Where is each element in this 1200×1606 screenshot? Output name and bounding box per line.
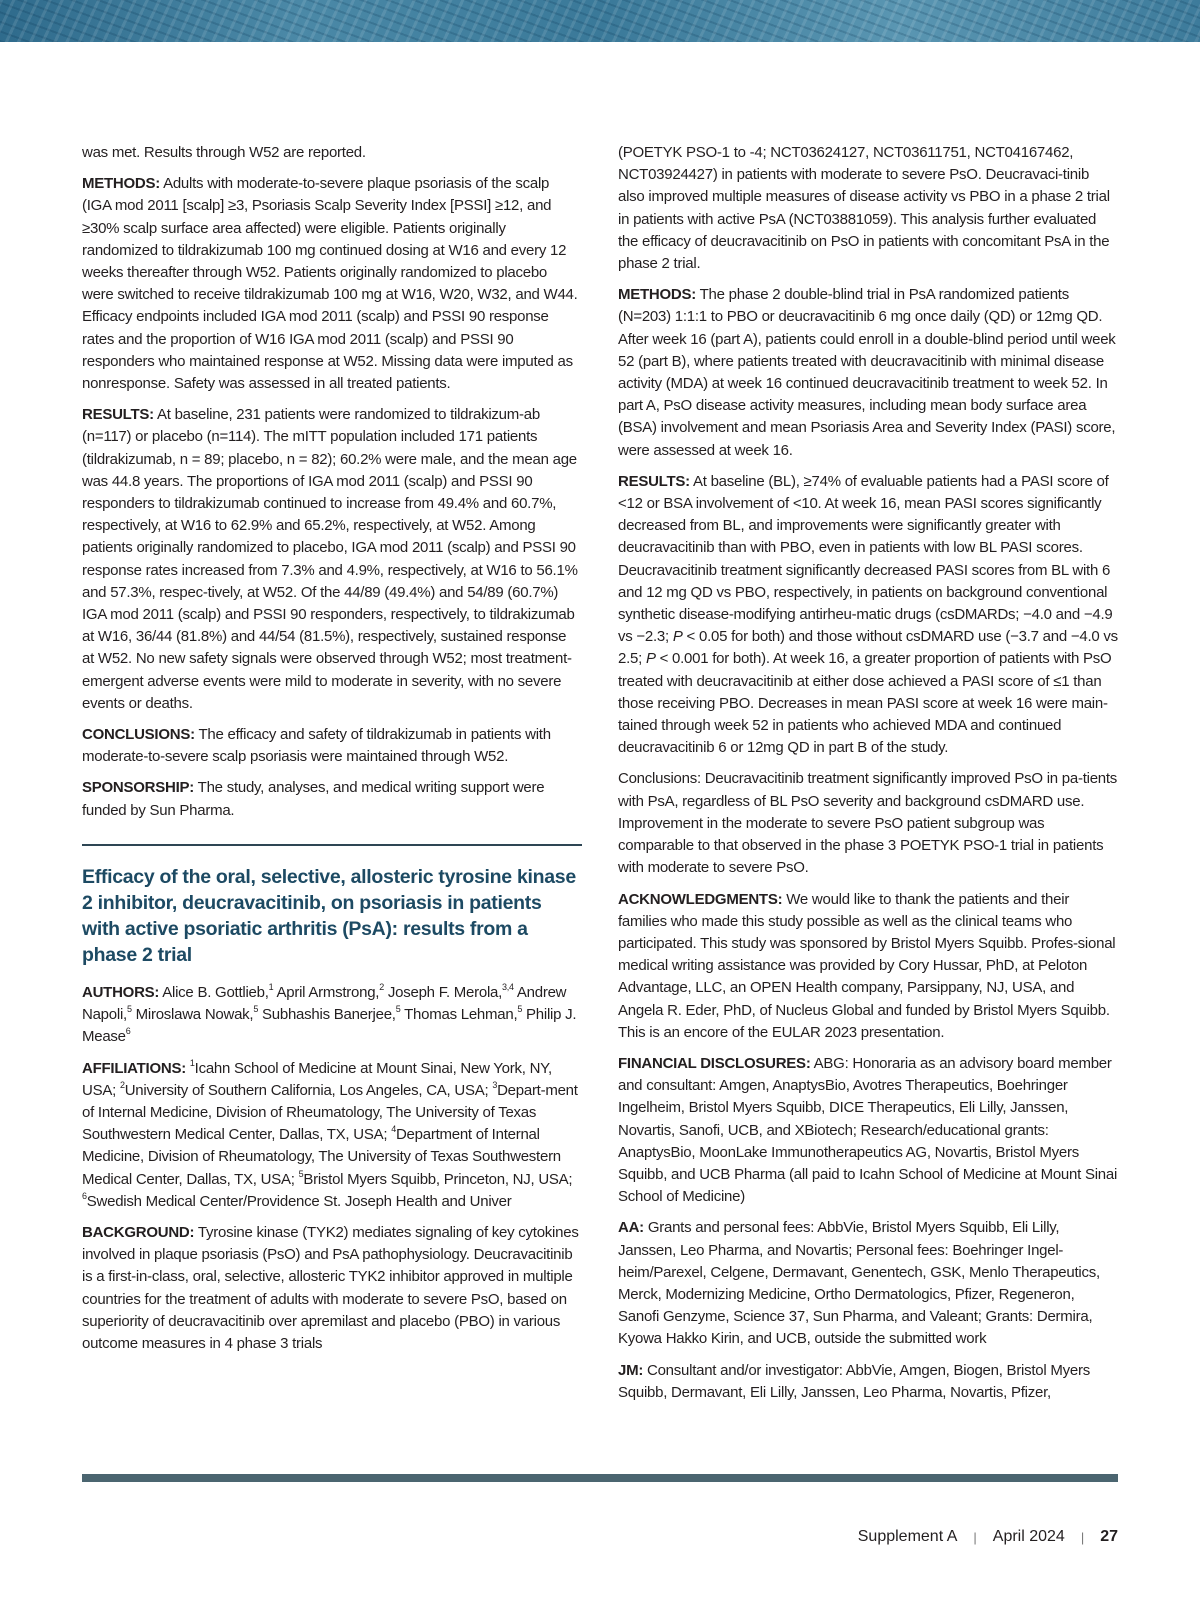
footer-separator: | [1080,1529,1085,1545]
results-continuation: was met. Results through W52 are reported. [82,144,366,161]
author-affiliation-number: 5 [126,1004,132,1015]
author-affiliation-number: 6 [125,1026,131,1037]
results-text-part-1: At baseline (BL), ≥74% of evaluable patients had a PASI score of <12 or BSA involvement of <10. At week 16, mean PASI scores significantly decreased from BL, and improvements were significantly greater with deucravacitinib than with PBO, even in patients with low BL PASI scores. Deucravacitinib treatment significantly decreased PASI scores from BL with 6 and 12 mg QD vs PBO, respectively, in patients on background conventional synthetic disease-modifying antirheu-matic drugs (csDMARDs; −4.0 and −4.9 vs −2.3; [618,472,1113,646]
author-affiliation-number: 5 [253,1004,259,1015]
methods-paragraph [618,284,1118,462]
acknowledgments-text: We would like to thank the patients and their families who made this study possible as well as the clinical teams who participated. This study was sponsored by Bristol Myers Squibb. Profes-sional medical writing assistance was provided by Cory Hussar, PhD, at Peloton Advantage, LLC, an OPEN Health company, Parsippany, NJ, USA, and Angela R. Eder, PhD, of Nucleus Global and funded by Bristol Myers Squibb. This is an encore of the EULAR 2023 presentation. [618,890,1116,1041]
conclusions-paragraph [82,724,582,768]
right-column [618,142,1118,1413]
affiliation-number: 4 [391,1124,396,1135]
affiliation-text: University of Southern California, Los Angeles, CA, USA; [124,1081,493,1099]
author-name: Thomas Lehman, [400,1006,518,1024]
affiliation-number: 2 [119,1079,125,1090]
author-name: Alice B. Gottlieb, [159,983,269,1001]
author-name: Miroslawa Nowak, [131,1006,254,1024]
sponsorship-paragraph [82,777,582,821]
p-value-symbol: P [645,650,656,668]
conclusions-paragraph: Conclusions: Deucravacitinib treatment significantly improved PsO in pa-tients with PsA, regardless of BL PsO severity and background csDMARD use. Improvement in the moderate to severe PsO patient subgroup was comparable to that observed in the phase 3 POETYK PSO-1 trial in patients with moderate to severe PsO. [618,770,1118,877]
affiliation-number: 5 [298,1168,304,1179]
author-affiliation-number: 5 [517,1004,523,1015]
conclusions-text: The efficacy and safety of tildrakizumab in patients with moderate-to-severe scalp psoriasis were maintained through W52. [82,726,551,766]
acknowledgments-label: ACKNOWLEDGMENTS: [618,890,783,908]
results-paragraph [82,404,582,715]
sponsorship-text: The study, analyses, and medical writing support were funded by Sun Pharma. [82,779,545,819]
methods-label: METHODS: [618,286,696,304]
p-value-symbol: P [672,628,683,646]
methods-label: METHODS: [82,175,160,193]
financial-disclosures-label: FINANCIAL DISCLOSURES: [618,1054,811,1072]
affiliation-text: Depart-ment of Internal Medicine, Division of Rheumatology, The University of Texas Southwestern Medical Center, Dallas, TX, USA; [82,1081,578,1144]
methods-paragraph [82,173,582,395]
affiliation-text: Icahn School of Medicine at Mount Sinai, New York, NY, USA; [82,1059,552,1099]
disclosure-aa-paragraph [618,1217,1118,1350]
author-affiliation-number: 1 [268,981,274,992]
disclosure-jm-paragraph [618,1360,1118,1404]
sponsorship-label: SPONSORSHIP: [82,779,195,797]
affiliations-label: AFFILIATIONS: [82,1059,186,1077]
author-name: Philip J. Mease [82,1006,577,1046]
header-ocean-banner [0,0,1200,42]
results-label: RESULTS: [618,472,690,490]
results-paragraph [618,471,1118,760]
results-label: RESULTS: [82,406,154,424]
disclosure-aa-label: AA: [618,1219,644,1237]
background-continuation: (POETYK PSO-1 to -4; NCT03624127, NCT03611751, NCT04167462, NCT03924427) in patients with moderate to severe PsO. Deucravaci-tinib also improved multiple measures of disease activity vs PBO in a phase 2 trial in patients with active PsA (NCT03881059). This analysis further evaluated the efficacy of deucravacitinib on PsO in patients with concomitant PsA in the phase 2 trial. [618,144,1110,273]
background-paragraph [82,1222,582,1355]
methods-text: The phase 2 double-blind trial in PsA randomized patients (N=203) 1:1:1 to PBO or deucravacitinib 6 mg once daily (QD) or 12mg QD. After week 16 (part A), patients could enroll in a double-blind period until week 52 (part B), where patients treated with deucravacitinib with minimal disease activity (MDA) at week 16 continued deucravacitinib treatment to week 52. In part A, PsO disease activity measures, including mean body surface area (BSA) involvement and mean Psoriasis Area and Severity Index (PASI) score, were assessed at week 16. [618,286,1116,459]
left-column [82,142,582,1364]
affiliation-text: Bristol Myers Squibb, Princeton, NJ, USA; [303,1170,573,1188]
conclusions-label: CONCLUSIONS: [82,726,195,744]
financial-disclosures-paragraph [618,1053,1118,1208]
footer-separator: | [973,1529,977,1545]
author-affiliation-number: 2 [379,981,384,992]
acknowledgments-paragraph [618,889,1118,1044]
methods-text: Adults with moderate-to-severe plaque psoriasis of the scalp (IGA mod 2011 [scalp] ≥3, Psoriasis Scalp Severity Index [PSSI] ≥12, and ≥30% scalp surface area affected) were eligible. Patients originally randomized to tildrakizumab 100 mg continued dosing at W16 and every 12 weeks thereafter through W52. Patients originally randomized to placebo were switched to receive tildrakizumab 100 mg at W16, W20, W32, and W44. Efficacy endpoints included IGA mod 2011 (scalp) and PSSI 90 response rates and the proportion of W16 IGA mod 2011 (scalp) and PSSI 90 responders who maintained response at W52. Missing data were imputed as nonresponse. Safety was assessed in all treated patients. [82,175,578,393]
author-name: Subhashis Banerjee, [258,1006,396,1024]
results-text-part-3: < 0.001 for both). At week 16, a greater proportion of patients with PsO treated with deucravacitinib at either dose achieved a PASI score of ≤1 than those receiving PBO. Decreases in mean PASI score at week 16 were main-tained through week 52 in patients who achieved MDA and continued deucravacitinib 6 or 12mg QD in part B of the study. [618,650,1112,757]
background-text: Tyrosine kinase (TYK2) mediates signaling of key cytokines involved in plaque psoriasis (PsO) and PsA pathophysiology. Deucravacitinib is a first-in-class, oral, selective, allosteric TYK2 inhibitor approved in multiple countries for the treatment of adults with moderate to severe PsO, based on superiority of deucravacitinib over apremilast and placebo (PBO) in various outcome measures in 4 phase 3 trials [82,1223,579,1352]
footer-rule [82,1474,1118,1482]
page-footer [858,1528,1118,1546]
abstract-title: Efficacy of the oral, selective, allosteric tyrosine kinase 2 inhibitor, deucravacitinib, on psoriasis in patients with active psoriatic arthritis (PsA): results from a phase 2 trial [82,865,576,966]
affiliation-number: 3 [492,1079,498,1090]
results-text-part-2: < 0.05 for both) and those without csDMARD use (−3.7 and −4.0 vs 2.5; [618,628,1118,668]
background-label: BACKGROUND: [82,1223,195,1241]
results-text: At baseline, 231 patients were randomized to tildrakizum-ab (n=117) or placebo (n=114). The mITT population included 171 patients (tildrakizumab, n = 89; placebo, n = 82); 60.2% were male, and the mean age was 44.8 years. The proportions of IGA mod 2011 (scalp) and PSSI 90 responders to tildrakizumab continued to increase from 49.4% and 60.7%, respectively, at W16 to 62.9% and 65.2%, respectively, at W52. Among patients originally randomized to placebo, IGA mod 2011 (scalp) and PSSI 90 response rates increased from 7.3% and 4.9%, respectively, at W16 to 56.1% and 57.3%, respec-tively, at W52. Of the 44/89 (49.4%) and 54/89 (60.7%) IGA mod 2011 (scalp) and PSSI 90 responders, respectively, to tildrakizumab at W16, 36/44 (81.8%) and 44/54 (81.5%), respectively, sustained response at W52. No new safety signals were observed through W52; most treatment-emergent adverse events were mild to moderate in severity, with no severe events or deaths. [82,406,578,712]
author-affiliation-number: 3,4 [502,981,514,992]
authors-paragraph [82,982,582,1049]
disclosure-jm-text: Consultant and/or investigator: AbbVie, Amgen, Biogen, Bristol Myers Squibb, Dermavant, Eli Lilly, Janssen, Leo Pharma, Novartis, Pfizer, [618,1361,1090,1401]
page-number: 27 [1100,1528,1118,1545]
author-name: Andrew Napoli, [82,983,567,1024]
affiliation-text: Department of Internal Medicine, Division of Rheumatology, The University of Texas Southwestern Medical Center, Dallas, TX, USA; [82,1126,561,1188]
authors-label: AUTHORS: [82,983,160,1001]
affiliation-number: 1 [189,1057,195,1068]
disclosure-jm-label: JM: [618,1361,644,1379]
financial-disclosures-text: ABG: Honoraria as an advisory board member and consultant: Amgen, AnaptysBio, Avotres Therapeutics, Boehringer Ingelheim, Bristol Myers Squibb, DICE Therapeutics, Eli Lilly, Janssen, Novartis, Sanofi, UCB, and XBiotech; Research/educational grants: AnaptysBio, MoonLake Immunotherapeutics AG, Novartis, Bristol Myers Squibb, and UCB Pharma (all paid to Icahn School of Medicine at Mount Sinai School of Medicine) [618,1054,1118,1206]
author-name: Joseph F. Merola, [383,983,503,1001]
affiliations-paragraph [82,1058,582,1213]
supplement-label: Supplement A [857,1528,958,1545]
disclosure-aa-text: Grants and personal fees: AbbVie, Bristol Myers Squibb, Eli Lilly, Janssen, Leo Pharma, and Novartis; Personal fees: Boehringer Ingel-heim/Parexel, Celgene, Dermavant, Genentech, GSK, Menlo Therapeutics, Merck, Modernizing Medicine, Ortho Dermatologics, Pfizer, Regeneron, Sanofi Genzyme, Science 37, Sun Pharma, and Valeant; Grants: Dermira, Kyowa Hakko Kirin, and UCB, outside the submitted work [618,1219,1100,1348]
section-divider [82,844,582,846]
issue-date: April 2024 [992,1528,1065,1545]
affiliation-number: 6 [82,1190,87,1201]
author-name: April Armstrong, [273,983,380,1001]
author-affiliation-number: 5 [395,1004,401,1015]
affiliation-text: Swedish Medical Center/Providence St. Joseph Health and Univer [86,1192,512,1210]
